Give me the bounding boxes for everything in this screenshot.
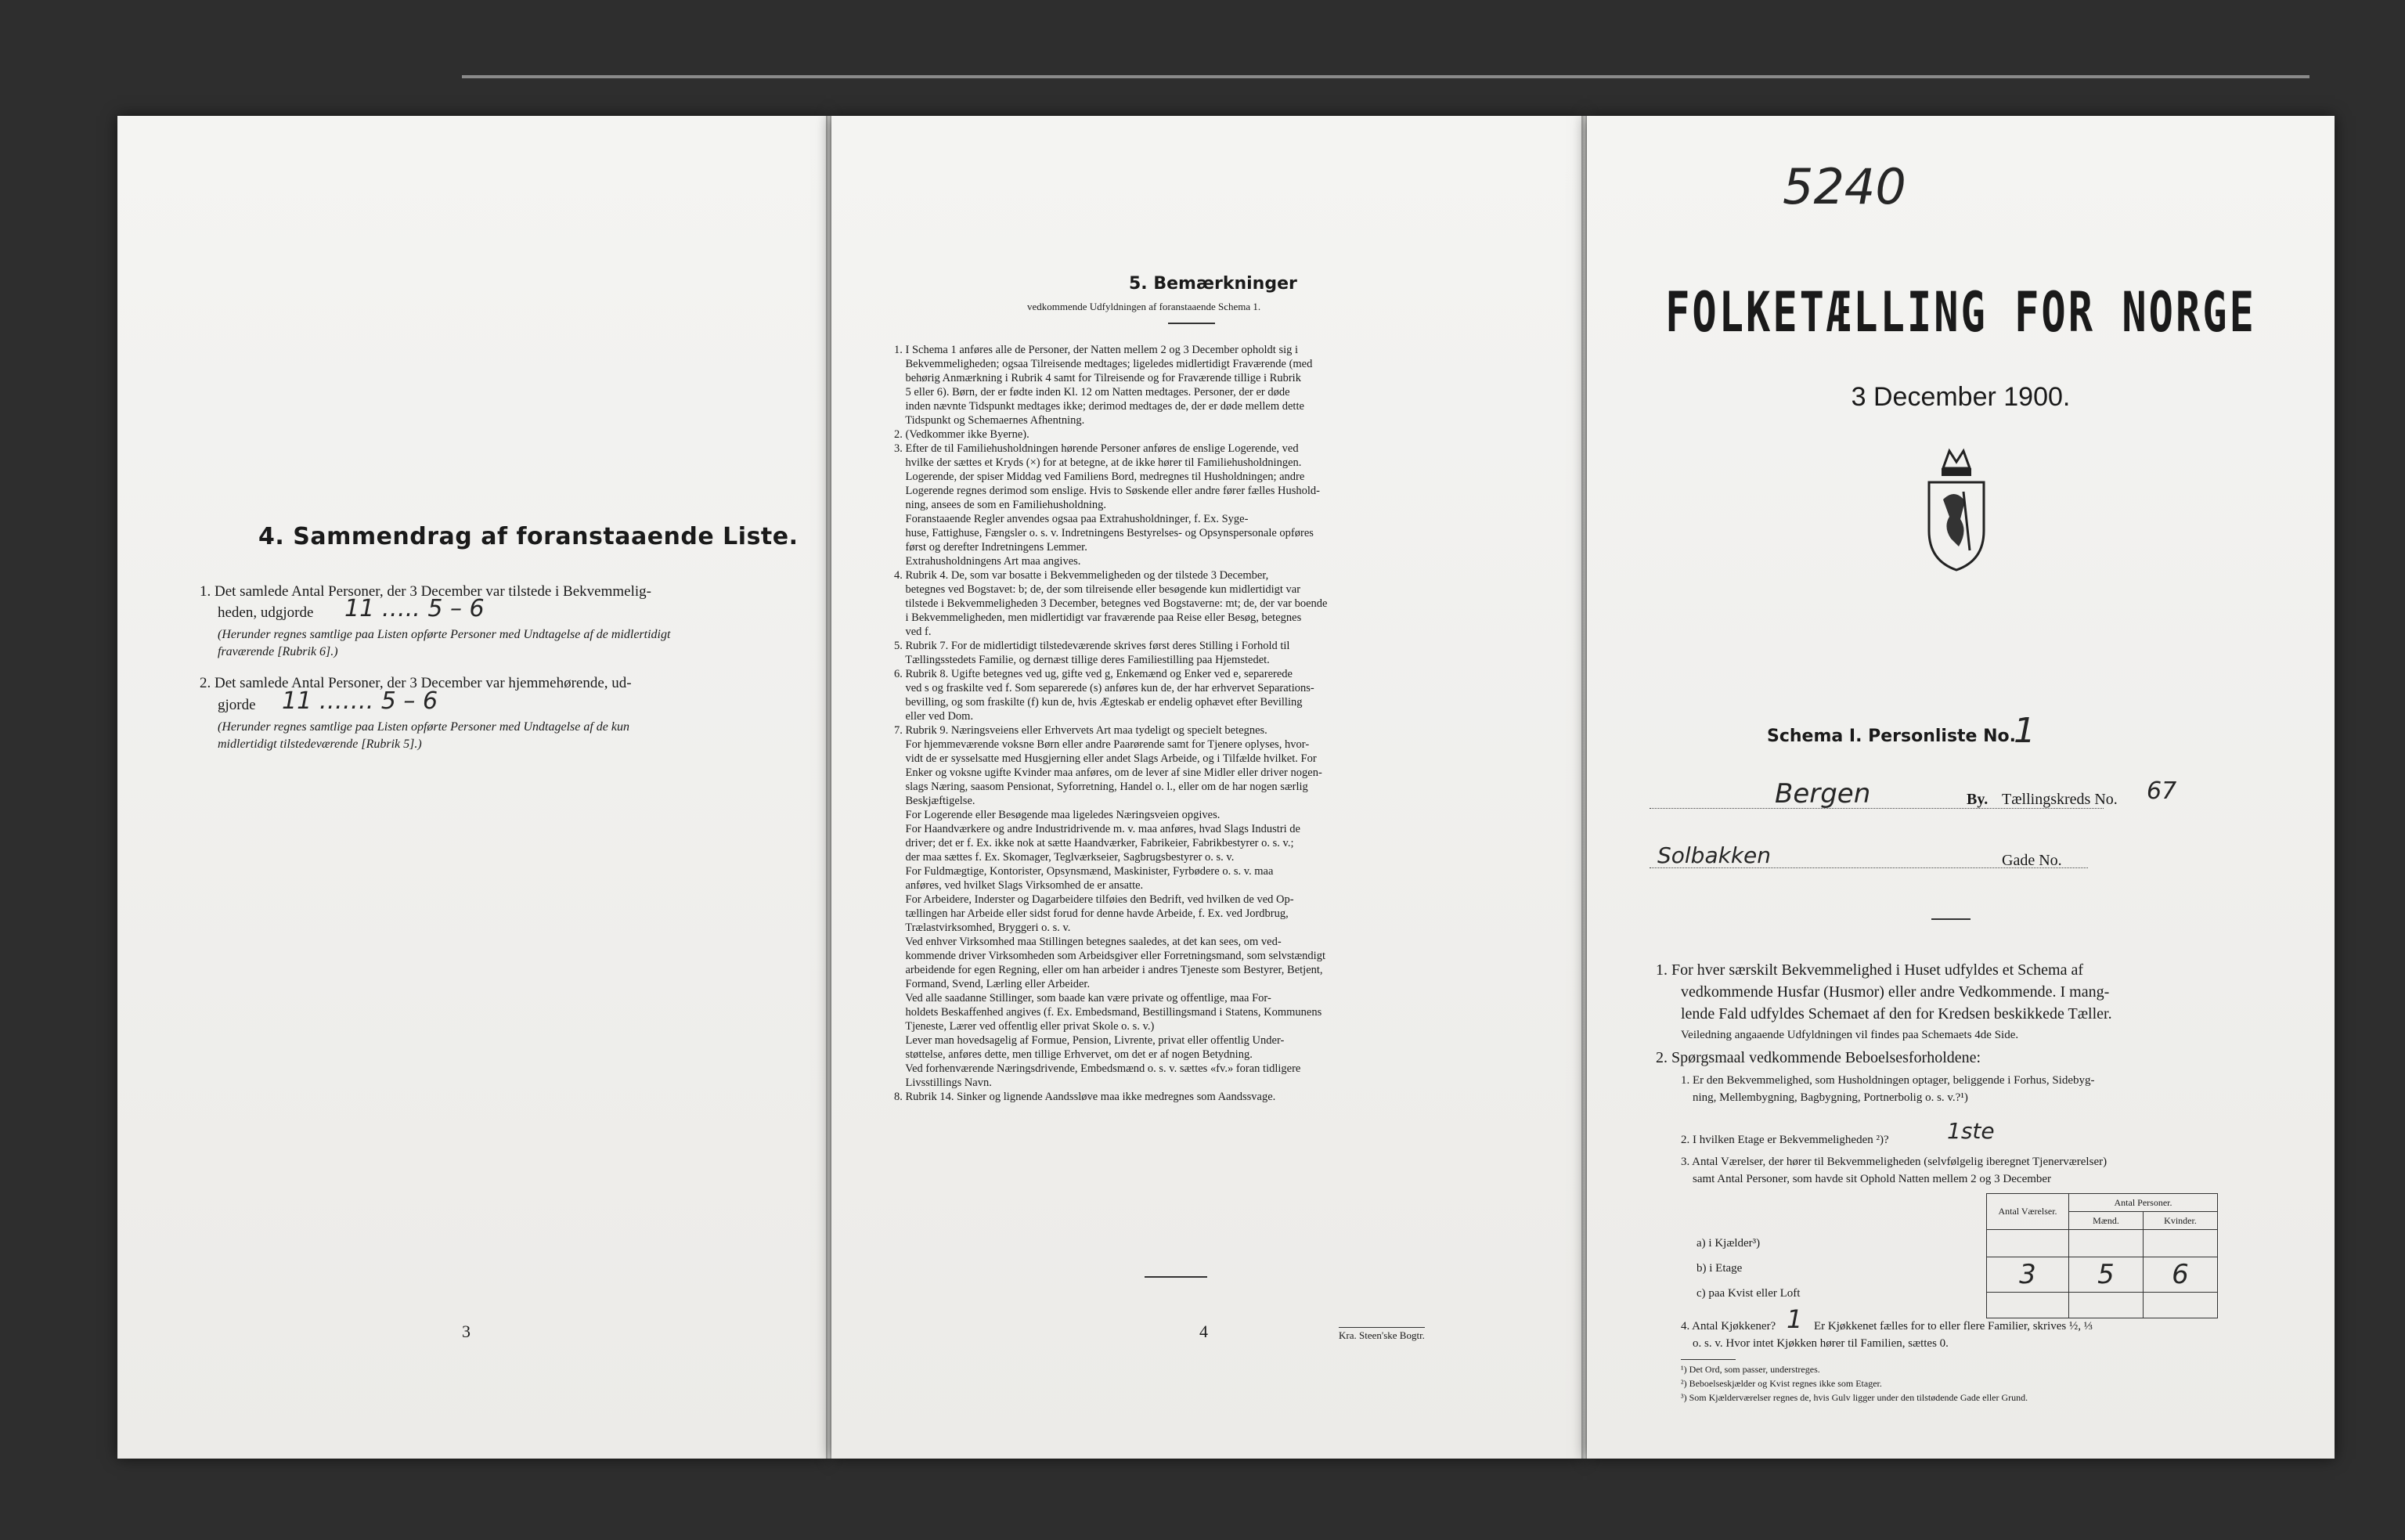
remark-line: Trælastvirksomhed, Bryggeri o. s. v. — [894, 921, 1071, 934]
district-label: Tællingskreds No. — [2002, 791, 2118, 808]
remark-line: 7. Rubrik 9. Næringsveiens eller Erhvervets Art maa tydeligt og specielt betegnes. — [894, 724, 1267, 737]
page-summary — [117, 116, 826, 1459]
page-number: 4 — [1199, 1322, 1208, 1341]
remark-line: bevilling, og som fraskilte (f) kun de, hvis Ægteskab er endelig ophævet efter Bevilling — [894, 696, 1303, 709]
remark-line: Enker og voksne ugifte Kvinder maa anføres, om de lever af sine Midler eller driver nogen- — [894, 766, 1322, 779]
divider — [1145, 1276, 1207, 1278]
remarks-list — [894, 343, 1520, 1104]
footnote-divider — [1681, 1359, 1736, 1360]
printer-imprint: Kra. Steen'ske Bogtr. — [1339, 1327, 1425, 1342]
section-title: 4. Sammendrag af foranstaaende Liste. — [258, 523, 799, 550]
question1-line1: 1. Er den Bekvemmelighed, som Husholdningen optager, beliggende i Forhus, Sidebyg- — [1681, 1074, 2095, 1087]
city-label: By. — [1967, 791, 1989, 808]
question4-label: 4. Antal Kjøkkener? — [1681, 1320, 1776, 1333]
footnote-2: ²) Beboelseskjælder og Kvist regnes ikke som Etager. — [1681, 1378, 1882, 1389]
rooms-persons-table — [1986, 1193, 2218, 1318]
remark-line: For Arbeidere, Inderster og Dagarbeidere tilføies den Bedrift, ved hvilken de ved Op- — [894, 893, 1294, 906]
remark-line: Ved enhver Virksomhed maa Stillingen betegnes saaledes, at det kan sees, om ved- — [894, 936, 1282, 948]
remark-line: For hjemmeværende voksne Børn eller andre Paarørende samt for Tjenere oplyses, hvor- — [894, 738, 1310, 751]
item2-note1: (Herunder regnes samtlige paa Listen opførte Personer med Undtagelse af de kun — [218, 720, 629, 734]
item1-line1: 1. Det samlede Antal Personer, der 3 December var tilstede i Bekvemmelig- — [200, 583, 651, 600]
coat-of-arms-icon — [1920, 445, 1994, 574]
schema-label: Schema I. Personliste No. — [1767, 727, 2017, 746]
remark-line: 3. Efter de til Familiehusholdningen hørende Personer anføres de enslige Logerende, ved — [894, 442, 1299, 455]
question3-line1: 3. Antal Værelser, der hører til Bekvemmeligheden (selvfølgelig iberegnet Tjenerværelser) — [1681, 1156, 2108, 1168]
row-attic-label: c) paa Kvist eller Loft — [1696, 1287, 1801, 1300]
section-title: 5. Bemærkninger — [1129, 274, 1297, 294]
backdrop-line — [462, 75, 2309, 78]
remark-line: betegnes ved Bogstavet: b; de, der som tilreisende eller besøgende kun midlertidigt var — [894, 583, 1301, 596]
main-title: FOLKETÆLLING FOR NORGE — [1665, 281, 2256, 345]
item2-handwritten: 11 ……. 5 – 6 — [282, 687, 438, 715]
remark-line: ved s og fraskilte ved f. Som separerede (s) anføres kun de, der har erhvervet Separations- — [894, 682, 1314, 694]
city-handwritten: Bergen — [1775, 778, 1871, 810]
instruction1-line1: 1. For hver særskilt Bekvemmelighed i Huset udfyldes et Schema af — [1656, 961, 2084, 979]
remark-line: For Haandværkere og andre Industridrivende m. v. maa anføres, hvad Slags Industri de — [894, 823, 1300, 835]
remark-line: arbeidende for egen Regning, eller om han arbeider i andres Tjeneste som Bestyrer, Betjent, — [894, 964, 1323, 976]
street-label: Gade No. — [2002, 852, 2062, 869]
remark-line: 5 eller 6). Børn, der er fødte inden Kl. 12 om Natten medtages. Personer, der er døde — [894, 386, 1290, 399]
remark-line: slags Næring, saasom Pensionat, Syforretning, Handel o. l., eller om de har nogen særlig — [894, 781, 1308, 793]
question2-handwritten: 1ste — [1947, 1118, 1995, 1144]
remark-line: Ved alle saadanne Stillinger, som baade kan være private og offentlige, maa For- — [894, 992, 1271, 1004]
remark-line: støttelse, anføres dette, men tillige Erhvervet, om det er af nogen Betydning. — [894, 1048, 1253, 1061]
remark-line: Extrahusholdningens Art maa angives. — [894, 555, 1081, 568]
page-remarks — [831, 116, 1583, 1459]
remark-line: Logerende, der spiser Middag ved Familiens Bord, medregnes til Husholdningen; andre — [894, 471, 1305, 483]
remark-line: behørig Anmærkning i Rubrik 4 samt for Tilreisende og for Fraværende tillige i Rubrik — [894, 372, 1301, 384]
footnote-3: ³) Som Kjælderværelser regnes de, hvis Gulv ligger under den tilstødende Gade eller Grund. — [1681, 1392, 2028, 1403]
census-date: 3 December 1900. — [1851, 382, 2071, 412]
ornament-divider — [1931, 918, 1971, 920]
remark-line: eller ved Dom. — [894, 710, 974, 723]
remark-line: først og derefter Indretningens Lemmer. — [894, 541, 1087, 554]
remark-line: 6. Rubrik 8. Ugifte betegnes ved ug, gifte ved g, Enkemænd og Enker ved e, separerede — [894, 668, 1293, 680]
remark-line: 8. Rubrik 14. Sinker og lignende Aandssløve maa ikke medregnes som Aandssvage. — [894, 1091, 1276, 1103]
page-number: 3 — [462, 1322, 471, 1341]
question4-handwritten: 1 — [1787, 1304, 1803, 1334]
question3-line2: samt Antal Personer, som havde sit Ophold Natten mellem 2 og 3 December — [1693, 1173, 2052, 1185]
remark-line: Tidspunkt og Schemaernes Afhentning. — [894, 414, 1085, 427]
remark-line: 5. Rubrik 7. For de midlertidigt tilstedeværende skrives først deres Stilling i Forhold til — [894, 640, 1290, 652]
remark-line: Tællingsstedets Familie, og dernæst tillige deres Familiestilling paa Hjemstedet. — [894, 654, 1270, 666]
question4-line2: o. s. v. Hvor intet Kjøkken hører til Familien, sættes 0. — [1693, 1337, 1949, 1350]
item1-note1: (Herunder regnes samtlige paa Listen opførte Personer med Undtagelse af de midlertidigt — [218, 628, 671, 641]
item2-line1: 2. Det samlede Antal Personer, der 3 December var hjemmehørende, ud- — [200, 675, 632, 691]
remark-line: 2. (Vedkommer ikke Byerne). — [894, 428, 1029, 441]
item2-note2: midlertidigt tilstedeværende [Rubrik 5].) — [218, 738, 422, 751]
header-persons: Antal Personer. — [2069, 1194, 2218, 1212]
remark-line: hvilke der sættes et Kryds (×) for at betegne, at de ikke hører til Familiehusholdningen. — [894, 456, 1302, 469]
remark-line: huse, Fattighuse, Fængsler o. s. v. Indretningens Bestyrelses- og Opsynspersonale opføres — [894, 527, 1314, 539]
personliste-number-handwritten: 1 — [2014, 711, 2035, 751]
remark-line: tællingen har Arbeide eller sidst forud for denne havde Arbeide, f. Ex. ved Jordbrug, — [894, 907, 1289, 920]
remark-line: 1. I Schema 1 anføres alle de Personer, der Natten mellem 2 og 3 December opholdt sig i — [894, 344, 1299, 356]
header-women: Kvinder. — [2144, 1212, 2218, 1230]
item1-note2: fraværende [Rubrik 6].) — [218, 645, 338, 658]
remark-line: i Bekvemmeligheden, men midlertidigt var fraværende paa Reise eller Besøg, betegnes — [894, 611, 1302, 624]
remark-line: inden nævnte Tidspunkt medtages ikke; derimod medtages de, der er døde mellem dette — [894, 400, 1304, 413]
remark-line: Lever man hovedsagelig af Formue, Pension, Livrente, privat eller offentlig Under- — [894, 1034, 1285, 1047]
page-cover — [1587, 116, 2335, 1459]
item1-line2: heden, udgjorde — [218, 604, 314, 621]
remark-line: Foranstaaende Regler anvendes ogsaa paa Extrahusholdninger, f. Ex. Syge- — [894, 513, 1249, 525]
remark-line: Bekvemmeligheden; ogsaa Tilreisende medtages; ligeledes midlertidigt Fraværende (med — [894, 358, 1313, 370]
street-handwritten: Solbakken — [1657, 842, 1772, 868]
instruction2: 2. Spørgsmaal vedkommende Beboelsesforholdene: — [1656, 1049, 1981, 1066]
remark-line: 4. Rubrik 4. De, som var bosatte i Bekvemmeligheden og der tilstede 3 December, — [894, 569, 1269, 582]
divider — [1168, 323, 1215, 324]
remark-line: Beskjæftigelse. — [894, 795, 975, 807]
remark-line: Livsstillings Navn. — [894, 1077, 992, 1089]
question1-line2: ning, Mellembygning, Bagbygning, Portnerbolig o. s. v.?¹) — [1693, 1091, 1968, 1104]
remark-line: Ved forhenværende Næringsdrivende, Embedsmænd o. s. v. sættes «fv.» foran tidligere — [894, 1062, 1301, 1075]
remark-line: der maa sættes f. Ex. Skomager, Teglværkseier, Sagbrugsbestyrer o. s. v. — [894, 851, 1235, 864]
row-cellar-label: a) i Kjælder³) — [1696, 1237, 1761, 1250]
remark-line: anføres, ved hvilket Slags Virksomhed de er ansatte. — [894, 879, 1144, 892]
question2: 2. I hvilken Etage er Bekvemmeligheden ²)? — [1681, 1134, 1889, 1146]
item1-handwritten: 11 ….. 5 – 6 — [344, 595, 485, 622]
row-floor-label: b) i Etage — [1696, 1262, 1743, 1275]
section-subtitle: vedkommende Udfyldningen af foranstaaende Schema 1. — [1027, 301, 1261, 312]
header-rooms: Antal Værelser. — [1987, 1194, 2069, 1230]
men-value: 5 — [2097, 1259, 2115, 1290]
item2-line2: gjorde — [218, 697, 256, 713]
remark-line: Tjeneste, Lærer ved offentlig eller privat Skole o. s. v.) — [894, 1020, 1155, 1033]
district-handwritten: 67 — [2147, 777, 2177, 805]
remark-line: For Fuldmægtige, Kontorister, Opsynsmænd, Maskinister, Fyrbødere o. s. v. maa — [894, 865, 1274, 878]
remark-line: ved f. — [894, 626, 932, 638]
remark-line: For Logerende eller Besøgende maa ligeledes Næringsveien opgives. — [894, 809, 1221, 821]
footnote-1: ¹) Det Ord, som passer, understreges. — [1681, 1364, 1820, 1375]
remark-line: holdets Beskaffenhed angives (f. Ex. Embedsmand, Bestillingsmand i Statens, Kommunens — [894, 1006, 1322, 1019]
remark-line: Logerende regnes derimod som enslige. Hvis to Søskende eller andre fører fælles Hushold- — [894, 485, 1321, 497]
rooms-value: 3 — [2019, 1259, 2036, 1290]
remark-line: Formand, Svend, Lærling eller Arbeider. — [894, 978, 1091, 990]
women-value: 6 — [2172, 1259, 2189, 1290]
instruction1-line2: vedkommende Husfar (Husmor) eller andre Vedkommende. I mang- — [1681, 983, 2110, 1001]
remark-line: driver; det er f. Ex. ikke nok at sætte Haandværker, Fabrikeier, Fabrikbestyrer o. s. v.; — [894, 837, 1294, 849]
instruction1-line3: lende Fald udfyldes Schemaet af den for Kredsen beskikkede Tæller. — [1681, 1005, 2112, 1022]
question4-rest: Er Kjøkkenet fælles for to eller flere Familier, skrives ½, ⅓ — [1814, 1320, 2093, 1333]
archive-number: 5240 — [1783, 158, 1906, 215]
remark-line: ning, ansees de som en Familiehusholdning. — [894, 499, 1107, 511]
header-men: Mænd. — [2069, 1212, 2144, 1230]
remark-line: kommende driver Virksomheden som Arbeidsgiver eller Forretningsmand, som selvstændigt — [894, 950, 1325, 962]
remark-line: tilstede i Bekvemmeligheden 3 December, betegnes ved Bogstaverne: mt; de, der var boende — [894, 597, 1328, 610]
instruction1-note: Veiledning angaaende Udfyldningen vil findes paa Schemaets 4de Side. — [1681, 1029, 2019, 1041]
remark-line: vidt de er sysselsatte med Husgjerning eller andet Slags Arbeide, og i Tilfælde hvilket. For — [894, 752, 1317, 765]
